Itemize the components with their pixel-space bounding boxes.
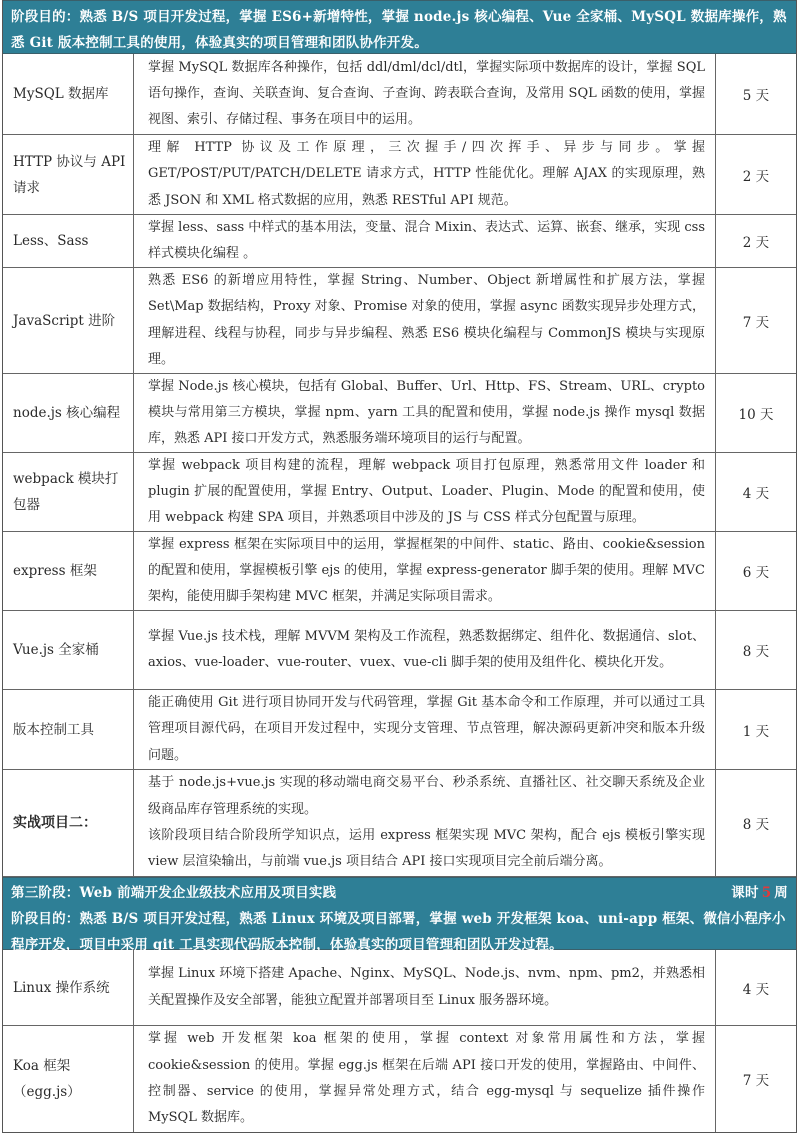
table-row-http (3, 135, 796, 215)
course-name: node.js 核心编程 (3, 374, 134, 452)
stage2-goal-text: 阶段目的：熟悉 B/S 项目开发过程，掌握 ES6+新增特性，掌握 node.js 核心编程、Vue 全家桶、MySQL 数据库操作，熟悉 Git 版本控制工具的使用，体验真实的项目管理和团队协作开发。 (11, 9, 787, 51)
course-name: express 框架 (3, 532, 134, 610)
hours-unit: 周 (774, 885, 788, 901)
course-description: 熟悉 ES6 的新增应用特性，掌握 String、Number、Object 新增属性和扩展方法，掌握 Set\Map 数据结构，Proxy 对象、Promise 对象的使用，掌握 async 函数实现异步处理方式，理解进程、线程与协程，同步与异步编程、熟悉 ES6 模块化编程与 CommonJS 模块与实现原理。 (134, 268, 716, 373)
course-name: JavaScript 进阶 (3, 268, 134, 373)
stage3-goal-text: 阶段目的：熟悉 B/S 项目开发过程，熟悉 Linux 环境及项目部署，掌握 web 开发框架 koa、uni-app 框架、微信小程序小程序开发，项目中采用 git 工具实现代码版本控制，体验真实的项目管理和团队开发过程。 (11, 911, 786, 953)
course-description: 掌握 MySQL 数据库各种操作，包括 ddl/dml/dcl/dtl，掌握实际项中数据库的设计，掌握 SQL 语句操作，查询、关联查询、复合查询、子查询、跨表联合查询，及常用 SQL 函数的使用，掌握视图、索引、存储过程、事务在项目中的运用。 (134, 54, 716, 134)
course-description: 能正确使用 Git 进行项目协同开发与代码管理，掌握 Git 基本命令和工作原理，并可以通过工具管理项目源代码，在项目开发过程中，实现分支管理、节点管理，解决源码更新冲突和版本升级问题。 (134, 690, 716, 769)
table-row-mysql (3, 54, 796, 135)
curriculum-table (2, 0, 797, 1133)
course-name: HTTP 协议与 API 请求 (3, 135, 134, 214)
course-duration: 6 天 (742, 565, 770, 581)
course-name: Koa 框架（egg.js） (3, 1026, 134, 1132)
hours-label: 课时 (731, 885, 759, 901)
course-name: Linux 操作系统 (3, 950, 134, 1025)
stage3-banner (3, 877, 796, 953)
course-duration: 8 天 (742, 644, 770, 660)
project-description (134, 770, 716, 876)
course-name: 版本控制工具 (3, 690, 134, 769)
course-description: 掌握 Node.js 核心模块，包括有 Global、Buffer、Url、Http、FS、Stream、URL、crypto 模块与常用第三方模块，掌握 npm、yarn 工具的配置和使用，掌握 node.js 操作 mysql 数据库，熟悉 API 接口开发方式，熟悉服务端环境项目的运行与配置。 (134, 374, 716, 452)
hours-value: 5 (761, 885, 772, 901)
course-duration: 4 天 (742, 981, 770, 998)
course-duration: 7 天 (742, 1073, 770, 1089)
table-row-javascript (3, 268, 796, 374)
course-duration: 2 天 (742, 168, 770, 185)
stage3-title: 第三阶段：Web 前端开发企业级技术应用及项目实践 (11, 885, 337, 901)
stage2-goal-banner (3, 0, 796, 54)
project-name: 实战项目二： (3, 770, 134, 876)
course-description: 掌握 web 开发框架 koa 框架的使用，掌握 context 对象常用属性和方法，掌握 cookie&session 的使用。掌握 egg.js 框架在后端 API 接口开发的使用，掌握路由、中间件、控制器、service 的使用，掌握异常处理方式，结合 egg-mysql 与 sequelize 插件操作 MySQL 数据库。 (134, 1026, 716, 1132)
stage3-hours (731, 880, 788, 906)
course-name: MySQL 数据库 (3, 54, 134, 134)
table-row-express (3, 532, 796, 611)
table-row-vuejs (3, 611, 796, 690)
course-description: 掌握 Linux 环境下搭建 Apache、Nginx、MySQL、Node.js、nvm、npm、pm2，并熟悉相关配置操作及安全部署，能独立配置并部署项目至 Linux 服务器环境。 (134, 950, 716, 1025)
course-description: 理解 HTTP 协议及工作原理，三次握手/四次挥手、异步与同步。掌握 GET/POST/PUT/PATCH/DELETE 请求方式，HTTP 性能优化。理解 AJAX 的实现原理，熟悉 JSON 和 XML 格式数据的应用，熟悉 RESTful API 规范。 (134, 135, 716, 214)
table-row-koa (3, 1026, 796, 1132)
course-duration: 7 天 (742, 314, 770, 331)
course-name: Vue.js 全家桶 (3, 611, 134, 689)
course-duration: 2 天 (742, 235, 770, 251)
project-description-part-1: 基于 node.js+vue.js 实现的移动端电商交易平台、秒杀系统、直播社区、社交聊天系统及企业级商品库存管理系统的实现。 (148, 775, 705, 817)
course-description: 掌握 express 框架在实际项目中的运用，掌握框架的中间件、static、路由、cookie&session 的配置和使用，掌握模板引擎 ejs 的使用，掌握 express-generator 脚手架的使用。理解 MVC 架构，能使用脚手架构建 MVC 框架，并满足实际项目需求。 (134, 532, 716, 610)
course-duration: 1 天 (742, 723, 770, 740)
course-description: 掌握 less、sass 中样式的基本用法，变量、混合 Mixin、表达式、运算、嵌套、继承，实现 css 样式模块化编程 。 (134, 215, 716, 267)
course-duration: 5 天 (742, 88, 770, 104)
table-row-less-sass (3, 215, 796, 268)
course-description: 掌握 webpack 项目构建的流程，理解 webpack 项目打包原理，熟悉常用文件 loader 和 plugin 扩展的配置使用，掌握 Entry、Output、Loader、Plugin、Mode 的配置和使用，使用 webpack 构建 SPA 项目，并熟悉项目中涉及的 JS 与 CSS 样式分包配置与原理。 (134, 453, 716, 531)
project-description-part-2: 该阶段项目结合阶段所学知识点，运用 express 框架实现 MVC 架构，配合 ejs 模板引擎实现 view 层渲染输出，与前端 vue.js 项目结合 API 接口实现项目完全前后端分离。 (148, 828, 705, 870)
table-row-project-two (3, 770, 796, 877)
table-row-nodejs (3, 374, 796, 453)
table-row-webpack (3, 453, 796, 532)
course-duration: 10 天 (738, 407, 774, 423)
course-name: Less、Sass (3, 215, 134, 267)
course-duration: 4 天 (742, 486, 770, 502)
project-duration: 8 天 (742, 817, 770, 833)
table-row-linux (3, 950, 796, 1026)
course-name: webpack 模块打包器 (3, 453, 134, 531)
stage3-title-line (11, 880, 788, 906)
table-row-version-control (3, 690, 796, 770)
course-description: 掌握 Vue.js 技术栈，理解 MVVM 架构及工作流程，熟悉数据绑定、组件化、数据通信、slot、axios、vue-loader、vue-router、vuex、vue-cli 脚手架的使用及组件化、模块化开发。 (134, 611, 716, 689)
